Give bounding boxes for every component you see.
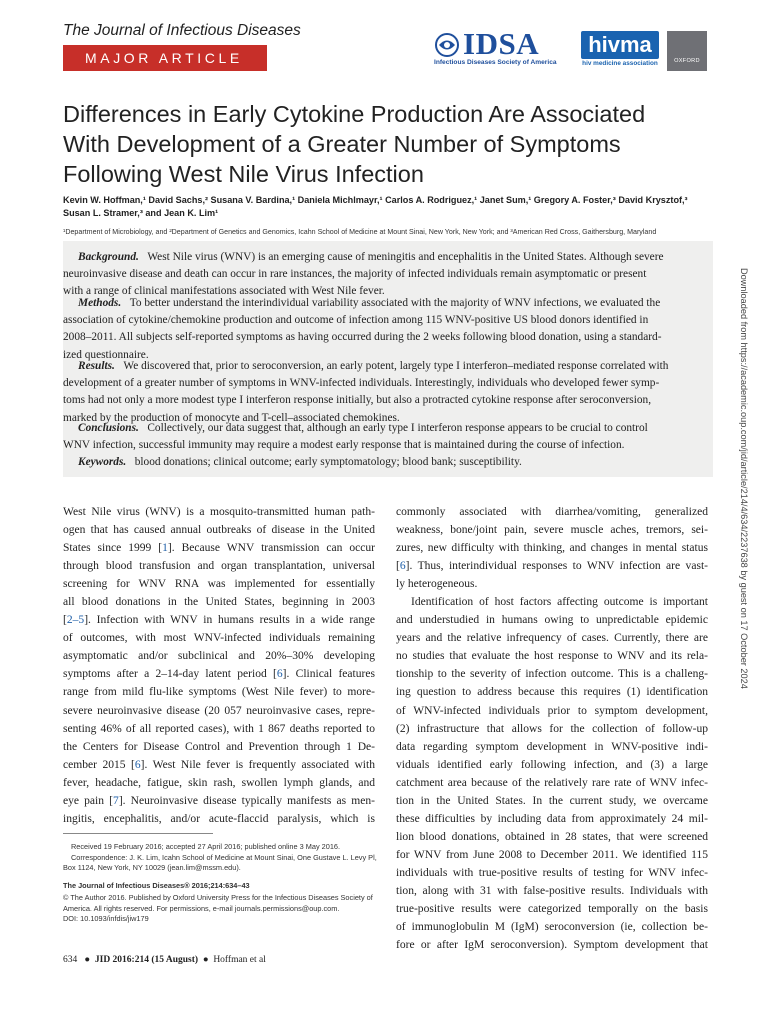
body-line: ing question to address because this requires (1) identification — [396, 686, 708, 699]
title-line: Differences in Early Cytokine Production Are Associated — [63, 101, 646, 127]
abstract-text: neuroinvasive disease and death can occur in rare instances, the majority of infected individuals remain asymptomatic or present — [63, 268, 647, 281]
citation-link[interactable]: 2–5 — [66, 614, 85, 627]
author-list — [63, 194, 713, 220]
hivma-subtitle: hiv medicine association — [582, 60, 658, 67]
abstract-text: We discovered that, prior to seroconversion, an early potent, largely type I interferon–mediated response correlated with — [123, 360, 669, 372]
body-line: Identification of host factors affecting outcome is important — [411, 596, 708, 609]
abstract-label: Background. — [78, 251, 139, 263]
abstract-results-section — [63, 358, 713, 427]
hivma-logo — [581, 31, 659, 71]
article-type-banner: MAJOR ARTICLE — [63, 45, 267, 71]
footnote-citation: The Journal of Infectious Diseases® 2016;214:634–43 — [63, 881, 250, 890]
body-line: and understudied in humans owing to unpredictable epidemic — [396, 614, 708, 627]
abstract-text: blood donations; clinical outcome; early symptomatology; blood bank; susceptibility. — [134, 456, 522, 468]
idsa-subtitle: Infectious Diseases Society of America — [434, 59, 557, 66]
body-line: [2–5]. Infection with WNV in humans results in a wide range — [63, 614, 375, 627]
abstract-conclusions-section — [63, 420, 713, 454]
bullet-separator: ● — [79, 955, 93, 965]
body-line: commonly associated with diarrhea/vomiting, generalized — [396, 506, 708, 518]
body-line: of WNV-infected individuals prior to symptom development, — [396, 704, 708, 717]
body-line: range from mild flu-like symptoms (West Nile fever) to more- — [63, 686, 375, 699]
body-line: these difficulties by including data from approximately 24 mil- — [396, 812, 708, 825]
body-line: lion blood donations, obtained in 28 states, that were screened — [396, 830, 708, 843]
article-title — [63, 99, 713, 189]
body-line: of outcomes, with most WNV-infected individuals remaining — [63, 632, 375, 645]
abstract-text: association of cytokine/chemokine production and outcome of infection among 115 WNV-positive US blood donors identified in — [63, 314, 649, 327]
abstract-label: Results. — [78, 360, 115, 372]
idsa-logo — [433, 26, 575, 72]
abstract-keywords-section — [63, 454, 713, 471]
idsa-emblem-icon — [433, 32, 461, 58]
body-line: States since 1999 [1]. Because WNV transmission can occur — [63, 542, 375, 555]
body-line: through blood transfusion and organ transplantation, universal — [63, 560, 375, 573]
footnote-correspondence: Correspondence: J. K. Lim, Icahn School of Medicine at Mount Sinai, One Gustave L. Levy Pl, — [71, 852, 377, 862]
abstract-text: 2008–2011. All subjects self-reported symptoms as having occurred during the 2 weeks following blood donation, using a standard- — [63, 331, 662, 344]
citation-link[interactable]: 7 — [113, 794, 119, 807]
abstract-label: Keywords. — [78, 456, 127, 468]
body-line: cember 2015 [6]. West Nile fever is frequently associated with — [63, 758, 375, 771]
abstract-background-section — [63, 249, 713, 301]
body-line: (2) infrastructure that allows for the collection of follow-up — [396, 722, 708, 735]
journal-issue: JID 2016:214 (15 August) — [94, 955, 199, 965]
body-line: years and the relative infrequency of cases. Currently, there are — [396, 632, 708, 645]
body-line: individuals with true-positive results of testing for WNV infec- — [396, 866, 708, 879]
author-line: Kevin W. Hoffman,¹ David Sachs,² Susana V. Bardina,¹ Daniela Michlmayr,¹ Carlos A. Rodriguez,¹ Janet Sum,¹ Gregory A. Foster,³ David Krysztof,³ — [63, 195, 688, 205]
body-line: catchment area because of the relatively rare rate of WNV infec- — [396, 776, 708, 789]
body-line: ogen that has caused annual outbreaks of disease in the United — [63, 524, 375, 537]
body-line: fever, headache, fatigue, skin rash, swollen lymph glands, and — [63, 776, 375, 789]
citation-link[interactable]: 1 — [162, 542, 168, 555]
page-footer — [63, 955, 266, 965]
body-line: severe neuroinvasive disease (20 057 neuroinvasive cases, repre- — [63, 704, 375, 717]
footnote-received: Received 19 February 2016; accepted 27 April 2016; published online 3 May 2016. — [71, 842, 341, 851]
body-line: tion, along with 31 with false-positive results. Individuals with — [396, 884, 708, 897]
abstract-text: toms had not only a more modest type I interferon response initially, but also a protracted cytokine response after seroconversion, — [63, 394, 652, 407]
body-line: zures, new difficulty with thinking, and changes in mental status — [396, 542, 708, 555]
abstract-text: Collectively, our data suggest that, although an early type I interferon response appears to be crucial to control — [147, 422, 648, 434]
copyright-line: America. All rights reserved. For permissions, e-mail journals.permissions@oup.com. — [63, 903, 340, 913]
body-left-column — [63, 503, 375, 828]
body-line: true-positive results were categorized temporally on the basis — [396, 903, 708, 916]
journal-name: The Journal of Infectious Diseases — [63, 22, 301, 39]
bullet-separator: ● — [200, 955, 211, 965]
footnote-correspondence: Box 1124, New York, NY 10029 (jean.lim@mssm.edu). — [63, 863, 241, 873]
body-line: West Nile virus (WNV) is a mosquito-transmitted human path- — [63, 506, 375, 518]
body-right-column — [396, 503, 708, 954]
body-line: senting 46% of all reported cases), with 1 867 deaths reported to — [63, 722, 375, 735]
body-line: ingitis, encephalitis, and/or acute-flaccid paralysis, which is — [63, 812, 375, 825]
citation-link[interactable]: 6 — [134, 758, 141, 771]
abstract-label: Conclusions. — [78, 422, 139, 434]
abstract-methods-section — [63, 295, 713, 364]
copyright-line: © The Author 2016. Published by Oxford University Press for the Infectious Diseases Society of — [63, 893, 373, 902]
body-line: fore or after IgM seroconversion). Symptom development that — [396, 939, 708, 952]
oxford-logo: OXFORD — [667, 31, 707, 71]
running-authors: Hoffman et al — [213, 955, 266, 965]
body-line: screening for WNV RNA was implemented for essentially — [63, 578, 375, 591]
hivma-wordmark: hivma — [581, 31, 659, 59]
title-line: With Development of a Greater Number of Symptoms — [63, 131, 621, 157]
body-line: all blood donations in the United States, beginning in 2003 — [63, 596, 375, 609]
idsa-wordmark: IDSA — [463, 26, 540, 61]
title-line: Following West Nile Virus Infection — [63, 161, 424, 187]
body-line: symptoms after a 2–14-day latent period [6]. Clinical features — [63, 668, 375, 681]
abstract-text: To better understand the interindividual variability associated with the majority of WNV infections, we evaluated the — [129, 297, 661, 309]
body-line: ly heterogeneous. — [396, 578, 478, 591]
abstract-text: ized questionnaire. — [63, 348, 149, 361]
body-line: viduals identified early following infection, and (3) a large — [396, 758, 708, 771]
body-line: of immunoglobulin M (IgM) seroconversion (ie, collection be- — [396, 921, 708, 934]
abstract-text: WNV infection, successful immunity may require a modest early response that is maintained during the course of infection. — [63, 439, 625, 452]
author-line: Susan L. Stramer,³ and Jean K. Lim¹ — [63, 208, 219, 218]
affiliations: ¹Department of Microbiology, and ²Department of Genetics and Genomics, Icahn School of Medicine at Mount Sinai, New York, New York; and ³American Red Cross, Gaithersburg, Maryland — [63, 228, 657, 236]
body-line: tion in the United States. In the current study, we overcame — [396, 794, 708, 807]
body-line: weakness, bone/joint pain, severe muscle aches, tremors, sei- — [396, 524, 708, 537]
citation-link[interactable]: 6 — [399, 560, 406, 573]
body-line: [6]. Thus, interindividual responses to WNV infection are vast- — [396, 560, 708, 573]
body-line: eye pain [7]. Neuroinvasive disease typically manifests as men- — [63, 794, 376, 807]
body-line: tionship to the severity of infection outcome. This is a challeng- — [396, 668, 708, 681]
page-number: 634 — [63, 955, 78, 965]
footnote-copyright — [63, 893, 375, 925]
body-line: the Centers for Disease Control and Prevention through 1 De- — [63, 740, 375, 753]
download-watermark: Downloaded from https://academic.oup.com/jid/article/214/4/634/2237638 by guest on 17 October 2024 — [739, 268, 749, 689]
footnote-block — [63, 842, 375, 874]
body-line: asymptomatic and/or subclinical and 20%–30% developing — [63, 650, 375, 663]
doi-link[interactable]: DOI: 10.1093/infdis/jiw179 — [63, 914, 149, 924]
abstract-text: marked by the production of monocyte and T-cell–associated chemokines. — [63, 411, 400, 424]
body-line: no studies that evaluate the host response to WNV and its rela- — [396, 650, 708, 663]
abstract-text: West Nile virus (WNV) is an emerging cause of meningitis and encephalitis in the United States. Although severe — [147, 251, 664, 263]
abstract-text: with a range of clinical manifestations associated with West Nile fever. — [63, 285, 385, 298]
footnote-divider — [63, 833, 213, 834]
body-line: for WNV from June 2008 to December 2011. We identified 115 — [396, 848, 708, 861]
abstract-text: development of a greater number of symptoms in WNV-infected individuals. Interestingly, individuals who developed fewer symp- — [63, 377, 660, 390]
citation-link[interactable]: 6 — [276, 668, 283, 681]
abstract-label: Methods. — [78, 297, 122, 309]
body-line: data regarding symptom development in WNV-positive indi- — [396, 740, 708, 753]
